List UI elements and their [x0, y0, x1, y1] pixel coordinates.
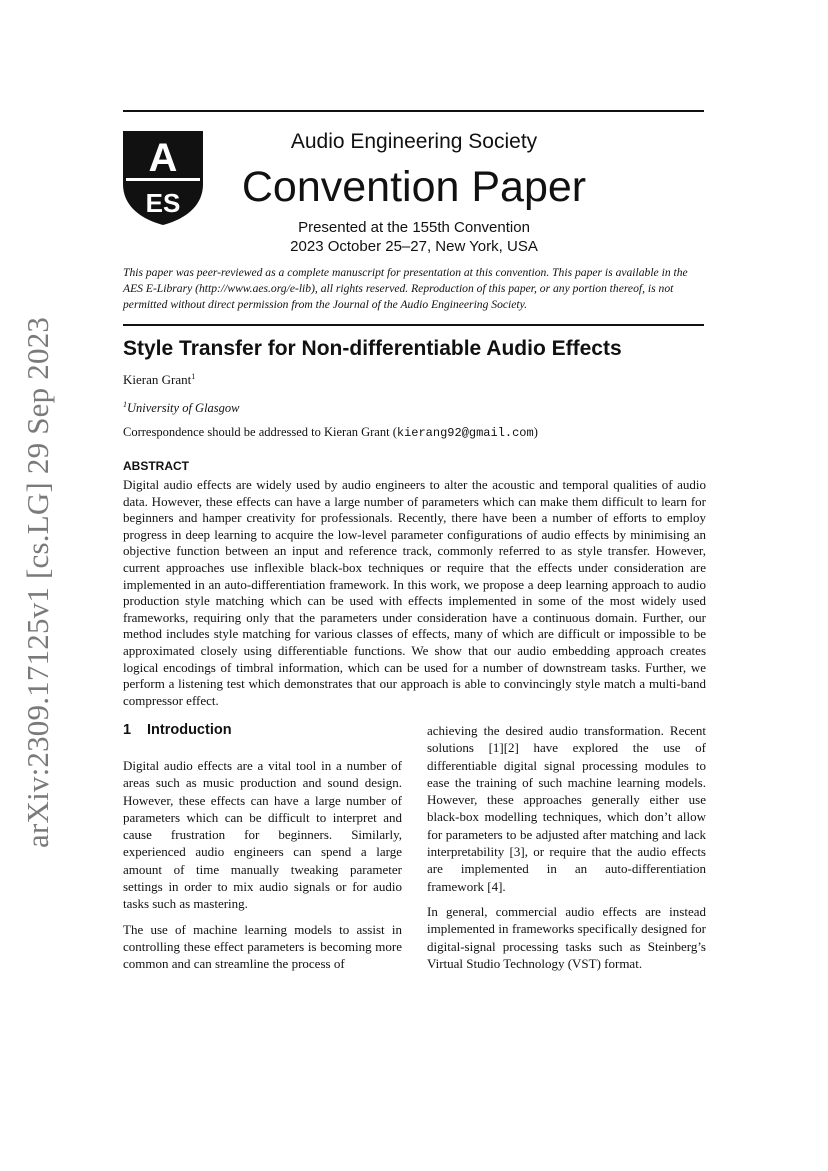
affiliation-superscript: 1 [123, 400, 127, 409]
copyright-notice: This paper was peer-reviewed as a complete manuscript for presentation at this convention. This paper is available in the AES E-Library (http://www.aes.org/e-lib), all rights reserved. Reproduction of this paper, or any portion thereof, is not permitted without direct permission from the Journal of the Audio Engineering Society. [123, 266, 688, 311]
section-heading [123, 722, 232, 738]
abstract-text: Digital audio effects are widely used by audio engineers to alter the acoustic and temporal qualities of audio data. However, these effects can have a large number of parameters which can make them difficult to learn for beginners and hamper creativity for professionals. Recently, there have been a number of efforts to employ progress in deep learning to acquire the low-level parameter configurations of audio effects by minimising an objective function between an input and reference track, commonly referred to as style transfer. However, current approaches use inflexible black-box techniques or require that the effects under consideration are implemented in an auto-differentiation framework. In this work, we propose a deep learning approach to audio production style matching which can be used with effects implemented in some of the most widely used frameworks, requiring only that the parameters under consideration have a continuous domain. Further, our method includes style matching for various classes of effects, many of which are difficult or impossible to be approximated closely using differentiable functions. We show that our audio embedding approach creates logical encodings of timbral information, which can be used for a number of downstream tasks. Further, we perform a listening test which demonstrates that our approach is able to convincingly style match a multi-band compressor effect. [123, 477, 706, 708]
paragraph: Digital audio effects are a vital tool in a number of areas such as music production and sound design. However, these effects can have a large number of parameters which can be difficult to interpret and cause frustration for beginners. Similarly, experienced audio engineers can spend a large amount of time manually tweaking parameter settings in order to mix audio signals or for audio tasks such as mastering. [123, 758, 402, 912]
correspondence-suffix: ) [533, 425, 538, 439]
correspondence-line [123, 425, 538, 440]
arxiv-identifier: arXiv:2309.17125v1 [cs.LG] 29 Sep 2023 [20, 316, 55, 848]
correspondence-prefix: Correspondence should be addressed to Kieran Grant ( [123, 425, 397, 439]
convention-date-place: 2023 October 25–27, New York, USA [290, 238, 538, 255]
paragraph: The use of machine learning models to assist in controlling these effect parameters is becoming more common and can streamline the process of [123, 921, 402, 972]
section-number: 1 [123, 722, 132, 738]
paragraph: In general, commercial audio effects are instead implemented in frameworks specifically designed for digital-signal processing tasks such as Steinberg’s Virtual Studio Technology (VST) format. [427, 903, 706, 971]
convention-paper-title: Convention Paper [241, 163, 587, 211]
logo-letters-es: ES [145, 188, 181, 218]
logo-letter-a: A [148, 136, 178, 180]
left-column [123, 757, 402, 981]
abstract-heading: ABSTRACT [123, 459, 189, 473]
author-line [123, 372, 195, 388]
author-name: Kieran Grant [123, 372, 192, 387]
section-title: Introduction [147, 722, 232, 738]
email-address: kierang92@gmail.com [396, 426, 534, 440]
top-rule [123, 110, 704, 112]
author-superscript: 1 [191, 372, 196, 381]
header-bottom-rule [123, 324, 704, 326]
presented-at: Presented at the 155th Convention [298, 219, 530, 236]
aes-logo [122, 128, 204, 226]
affiliation: University of Glasgow [127, 401, 240, 415]
paper-title: Style Transfer for Non-differentiable Audio Effects [123, 337, 622, 360]
society-name: Audio Engineering Society [290, 130, 538, 153]
affiliation-line [123, 401, 240, 416]
paragraph: achieving the desired audio transformation. Recent solutions [1][2] have explored the use of differentiable digital signal processing modules to ease the training of such machine learning models. However, these approaches generally either use black-box modelling techniques, which don’t allow for parameters to be adjusted after matching and lack interpretability [3], or require that the audio effects are implemented in an auto-differentiation framework [4]. [427, 723, 706, 894]
right-column [427, 722, 706, 980]
